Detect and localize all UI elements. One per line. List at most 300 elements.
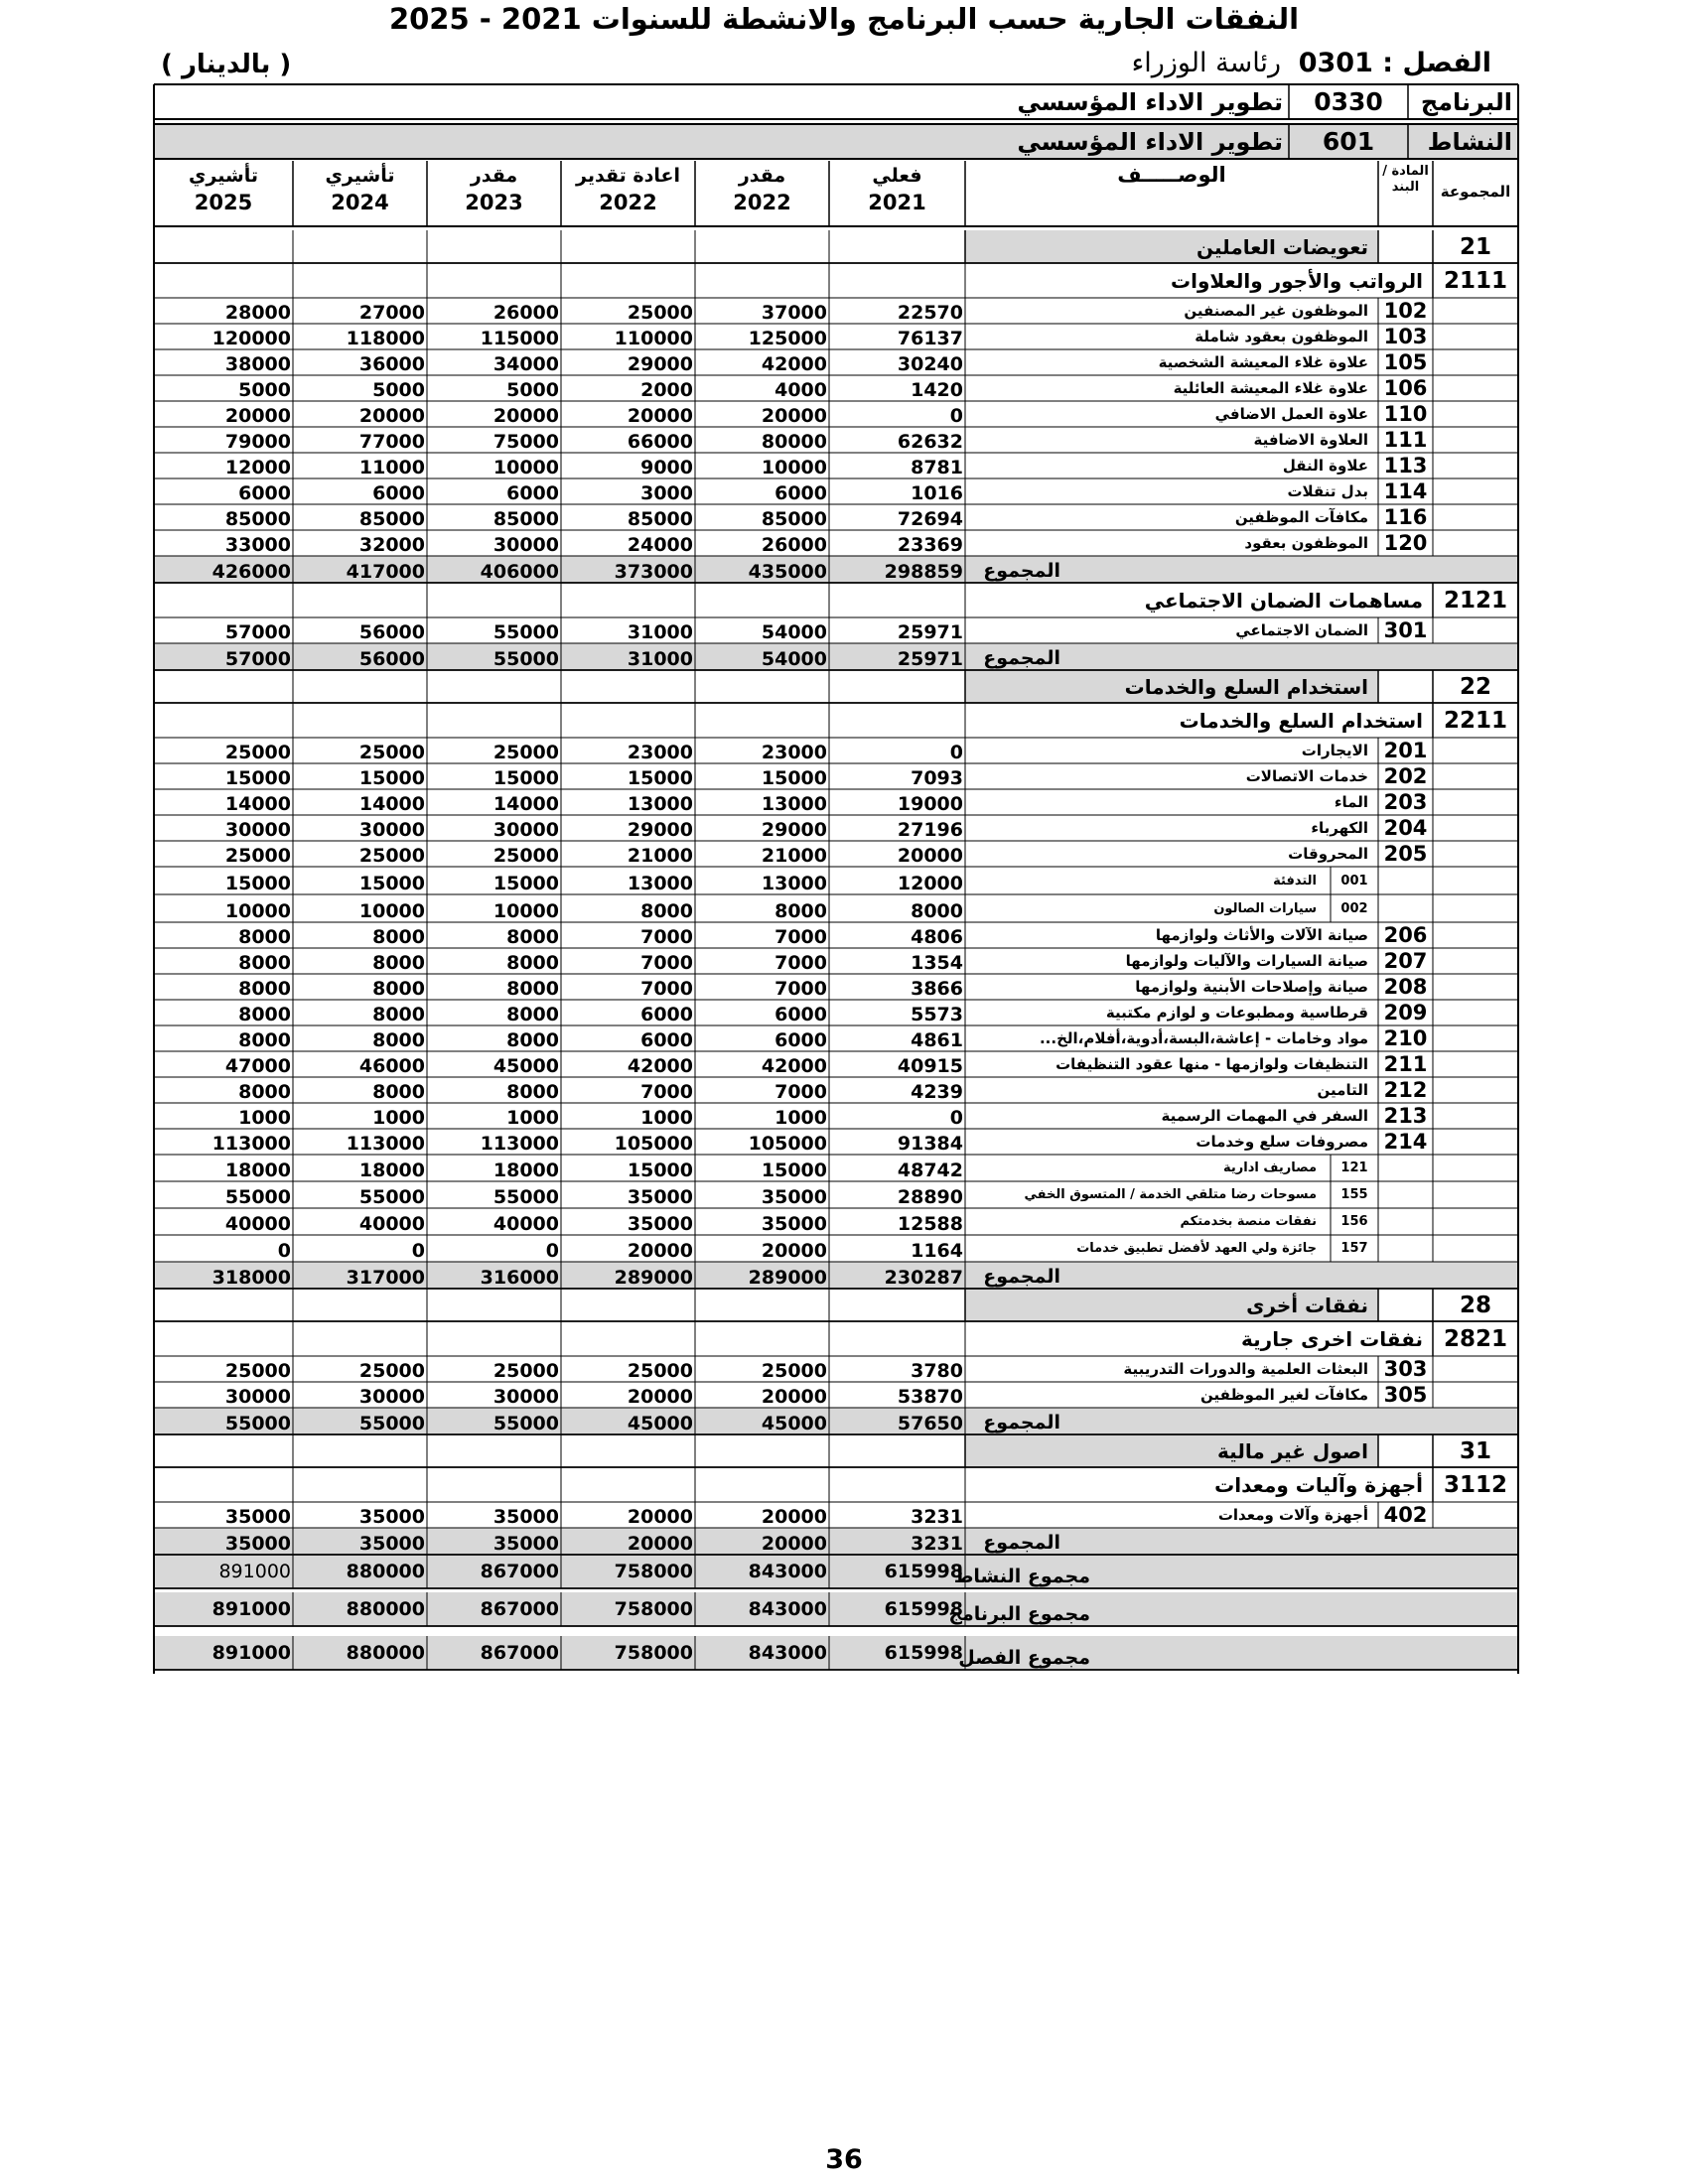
value-cell: 5000 xyxy=(506,379,559,401)
value-cell: 4806 xyxy=(911,926,963,948)
value-cell: 7000 xyxy=(640,952,693,974)
value-cell: 45000 xyxy=(492,1055,559,1077)
item-description: الموظفون بعقود شاملة xyxy=(1195,328,1368,345)
header-col-year: 2025 xyxy=(194,191,253,214)
table-row xyxy=(154,617,1518,643)
table-row xyxy=(154,1181,1518,1208)
sub-item-description: جائزة ولي العهد لأفضل تطبيق خدمات xyxy=(1076,1241,1317,1256)
chapter-name: رئاسة الوزراء xyxy=(1131,48,1281,78)
value-cell: 8781 xyxy=(911,457,963,478)
grand-total-label: مجموع الفصل xyxy=(958,1647,1090,1669)
value-cell: 8000 xyxy=(506,978,559,1000)
item-code: 114 xyxy=(1383,479,1428,503)
total-value-cell: 289000 xyxy=(614,1267,693,1289)
subgroup-code: 2111 xyxy=(1443,267,1507,294)
table-row xyxy=(154,324,1518,349)
value-cell: 55000 xyxy=(492,621,559,643)
value-cell: 20000 xyxy=(358,405,425,427)
header-col-year: 2022 xyxy=(733,191,791,214)
grand-total-value-cell: 880000 xyxy=(346,1598,425,1620)
item-description: الموظفون غير المصنفين xyxy=(1184,302,1368,320)
value-cell: 85000 xyxy=(761,508,827,530)
value-cell: 4239 xyxy=(911,1081,963,1103)
item-description: مكافآت الموظفين xyxy=(1234,508,1368,526)
value-cell: 8000 xyxy=(238,952,291,974)
group-description: نفقات أخرى xyxy=(965,1289,1378,1321)
table-row xyxy=(154,815,1518,841)
value-cell: 8000 xyxy=(506,1081,559,1103)
sub-item-code: 156 xyxy=(1340,1214,1368,1229)
value-cell: 8000 xyxy=(238,1029,291,1051)
value-cell: 30000 xyxy=(492,534,559,556)
value-cell: 26000 xyxy=(492,302,559,324)
value-cell: 113000 xyxy=(346,1133,425,1155)
item-description: قرطاسية ومطبوعات و لوازم مكتبية xyxy=(1105,1004,1368,1022)
table-row xyxy=(154,1155,1518,1181)
value-cell: 35000 xyxy=(627,1213,693,1235)
total-row xyxy=(154,643,1518,670)
table-row xyxy=(154,1502,1518,1528)
subgroup-code: 2821 xyxy=(1443,1325,1507,1352)
group-code: 22 xyxy=(1459,673,1491,700)
value-cell: 79000 xyxy=(224,431,291,453)
header-col-type: تأشيري xyxy=(189,165,258,187)
value-cell: 3000 xyxy=(640,482,693,504)
value-cell: 15000 xyxy=(224,873,291,894)
value-cell: 8000 xyxy=(640,900,693,922)
value-cell: 113000 xyxy=(211,1133,291,1155)
total-value-cell: 31000 xyxy=(627,648,693,670)
grand-total-value-cell: 843000 xyxy=(748,1642,827,1664)
value-cell: 27196 xyxy=(897,819,963,841)
value-cell: 23000 xyxy=(761,742,827,763)
value-cell: 77000 xyxy=(358,431,425,453)
item-code: 210 xyxy=(1383,1026,1428,1050)
grand-total-row xyxy=(154,1555,1518,1588)
value-cell: 76137 xyxy=(897,328,963,349)
header-col-year: 2024 xyxy=(331,191,389,214)
item-description: التامين xyxy=(1317,1081,1368,1099)
item-description: صيانة وإصلاحات الأبنية ولوازمها xyxy=(1135,978,1368,996)
value-cell: 22570 xyxy=(897,302,963,324)
activity-label: النشاط xyxy=(1427,127,1512,156)
total-value-cell: 316000 xyxy=(480,1267,559,1289)
item-description: مصروفات سلع وخدمات xyxy=(1196,1133,1368,1151)
value-cell: 8000 xyxy=(372,1029,425,1051)
sub-item-code: 001 xyxy=(1340,873,1368,888)
value-cell: 113000 xyxy=(480,1133,559,1155)
value-cell: 18000 xyxy=(224,1160,291,1181)
value-cell: 14000 xyxy=(358,793,425,815)
value-cell: 18000 xyxy=(492,1160,559,1181)
value-cell: 7000 xyxy=(640,978,693,1000)
value-cell: 1354 xyxy=(911,952,963,974)
value-cell: 125000 xyxy=(748,328,827,349)
total-value-cell: 45000 xyxy=(761,1413,827,1434)
grand-total-value-cell: 891000 xyxy=(211,1642,291,1664)
sub-item-code: 155 xyxy=(1340,1187,1368,1202)
item-code: 116 xyxy=(1383,505,1428,529)
subgroup-row xyxy=(154,263,1518,298)
item-code: 208 xyxy=(1383,975,1428,999)
group-row xyxy=(154,1289,1518,1321)
sub-item-code: 002 xyxy=(1340,900,1368,916)
total-value-cell: 20000 xyxy=(627,1533,693,1555)
total-row xyxy=(154,1528,1518,1555)
table-row xyxy=(154,401,1518,427)
header-col-type: مقدر xyxy=(470,165,518,187)
value-cell: 35000 xyxy=(224,1506,291,1528)
item-description: علاوة غلاء المعيشة العائلية xyxy=(1173,379,1368,397)
item-description: الايجارات xyxy=(1301,742,1368,759)
value-cell: 54000 xyxy=(761,621,827,643)
sub-item-description: مسوحات رضا متلقي الخدمة / المتسوق الخفي xyxy=(1024,1187,1317,1202)
total-value-cell: 230287 xyxy=(884,1267,963,1289)
value-cell: 8000 xyxy=(774,900,827,922)
subgroup-row xyxy=(154,1321,1518,1356)
value-cell: 25000 xyxy=(627,1360,693,1382)
item-description: المحروقات xyxy=(1288,845,1368,863)
value-cell: 12000 xyxy=(897,873,963,894)
value-cell: 11000 xyxy=(358,457,425,478)
value-cell: 34000 xyxy=(492,353,559,375)
value-cell: 1000 xyxy=(238,1107,291,1129)
value-cell: 13000 xyxy=(627,873,693,894)
value-cell: 1164 xyxy=(911,1240,963,1262)
grand-total-value-cell: 880000 xyxy=(346,1642,425,1664)
total-value-cell: 25971 xyxy=(897,648,963,670)
value-cell: 25000 xyxy=(358,742,425,763)
value-cell: 29000 xyxy=(761,819,827,841)
value-cell: 8000 xyxy=(372,1004,425,1025)
program-code: 0330 xyxy=(1314,87,1383,116)
item-code: 301 xyxy=(1383,618,1428,642)
value-cell: 85000 xyxy=(224,508,291,530)
value-cell: 25971 xyxy=(897,621,963,643)
item-description: خدمات الاتصالات xyxy=(1245,767,1368,785)
value-cell: 105000 xyxy=(748,1133,827,1155)
table-row xyxy=(154,789,1518,815)
item-code: 211 xyxy=(1383,1052,1428,1076)
value-cell: 48742 xyxy=(897,1160,963,1181)
value-cell: 8000 xyxy=(238,1004,291,1025)
value-cell: 40000 xyxy=(224,1213,291,1235)
item-code: 206 xyxy=(1383,923,1428,947)
value-cell: 25000 xyxy=(761,1360,827,1382)
value-cell: 10000 xyxy=(761,457,827,478)
value-cell: 30000 xyxy=(358,819,425,841)
group-description: اصول غير مالية xyxy=(965,1434,1378,1467)
subgroup-description: أجهزة وآليات ومعدات xyxy=(1214,1472,1423,1497)
header-col-type: فعلي xyxy=(872,165,922,187)
total-value-cell: 55000 xyxy=(224,1413,291,1434)
value-cell: 29000 xyxy=(627,819,693,841)
table-row xyxy=(154,738,1518,763)
item-code: 113 xyxy=(1383,454,1428,478)
program-label: البرنامج xyxy=(1420,87,1512,116)
group-description: استخدام السلع والخدمات xyxy=(965,670,1378,703)
table-row xyxy=(154,1129,1518,1155)
value-cell: 1000 xyxy=(640,1107,693,1129)
value-cell: 118000 xyxy=(346,328,425,349)
grand-total-value-cell: 843000 xyxy=(748,1561,827,1582)
item-code: 201 xyxy=(1383,739,1428,762)
total-value-cell: 57000 xyxy=(224,648,291,670)
item-code: 402 xyxy=(1383,1503,1428,1527)
value-cell: 0 xyxy=(411,1240,425,1262)
grand-total-row xyxy=(154,1636,1518,1670)
header-col-5 xyxy=(154,161,293,226)
value-cell: 8000 xyxy=(506,1004,559,1025)
value-cell: 8000 xyxy=(372,1081,425,1103)
value-cell: 15000 xyxy=(224,767,291,789)
item-code: 203 xyxy=(1383,790,1428,814)
item-description: الضمان الاجتماعي xyxy=(1235,621,1368,639)
activity-bar xyxy=(154,124,1518,159)
table-row xyxy=(154,1356,1518,1382)
value-cell: 15000 xyxy=(492,767,559,789)
value-cell: 3866 xyxy=(911,978,963,1000)
total-value-cell: 55000 xyxy=(492,1413,559,1434)
group-code: 21 xyxy=(1459,233,1491,260)
group-description: تعويضات العاملين xyxy=(965,230,1378,263)
total-label: المجموع xyxy=(983,647,1060,669)
grand-total-value-cell: 758000 xyxy=(614,1598,693,1620)
table-row xyxy=(154,530,1518,556)
total-value-cell: 55000 xyxy=(358,1413,425,1434)
value-cell: 12000 xyxy=(224,457,291,478)
program-name: تطوير الاداء المؤسسي xyxy=(1017,87,1283,116)
value-cell: 6000 xyxy=(774,1004,827,1025)
value-cell: 31000 xyxy=(627,621,693,643)
table-row xyxy=(154,349,1518,375)
value-cell: 15000 xyxy=(358,767,425,789)
total-value-cell: 417000 xyxy=(346,561,425,583)
value-cell: 42000 xyxy=(761,353,827,375)
sub-item-description: التدفئة xyxy=(1273,873,1317,888)
page-number: 36 xyxy=(825,2144,863,2175)
value-cell: 14000 xyxy=(492,793,559,815)
total-value-cell: 298859 xyxy=(884,561,963,583)
value-cell: 6000 xyxy=(238,482,291,504)
item-code: 120 xyxy=(1383,531,1428,555)
value-cell: 46000 xyxy=(358,1055,425,1077)
item-code: 212 xyxy=(1383,1078,1428,1102)
sub-item-description: مصاريف ادارية xyxy=(1223,1160,1317,1175)
value-cell: 15000 xyxy=(358,873,425,894)
table-row xyxy=(154,841,1518,867)
value-cell: 24000 xyxy=(627,534,693,556)
total-label: المجموع xyxy=(983,1412,1060,1433)
item-code: 214 xyxy=(1383,1130,1428,1154)
header-col-3 xyxy=(427,161,561,226)
column-header-row xyxy=(154,161,1518,226)
value-cell: 40000 xyxy=(492,1213,559,1235)
group-row xyxy=(154,230,1518,263)
item-description: أجهزة وآلات ومعدات xyxy=(1217,1506,1368,1524)
header-col-type: مقدر xyxy=(738,165,786,187)
item-description: العلاوة الاضافية xyxy=(1253,431,1368,449)
value-cell: 9000 xyxy=(640,457,693,478)
value-cell: 15000 xyxy=(492,873,559,894)
table-row xyxy=(154,375,1518,401)
value-cell: 6000 xyxy=(640,1004,693,1025)
grand-total-label: مجموع البرنامج xyxy=(948,1603,1090,1625)
value-cell: 35000 xyxy=(627,1186,693,1208)
value-cell: 110000 xyxy=(614,328,693,349)
value-cell: 21000 xyxy=(761,845,827,867)
total-row xyxy=(154,1408,1518,1434)
value-cell: 8000 xyxy=(506,952,559,974)
value-cell: 12588 xyxy=(897,1213,963,1235)
subgroup-code: 2211 xyxy=(1443,707,1507,734)
value-cell: 20000 xyxy=(627,1506,693,1528)
subgroup-row xyxy=(154,1467,1518,1502)
value-cell: 53870 xyxy=(897,1386,963,1408)
header-col-4 xyxy=(293,161,427,226)
table-row xyxy=(154,453,1518,478)
value-cell: 7000 xyxy=(774,926,827,948)
table-row xyxy=(154,504,1518,530)
header-description: الوصـــــف xyxy=(1117,163,1226,187)
grand-total-label: مجموع النشاط xyxy=(953,1566,1090,1587)
value-cell: 23000 xyxy=(627,742,693,763)
item-description: مواد وخامات - إعاشة،البسة،أدوية،أفلام،الخ... xyxy=(1039,1029,1368,1047)
item-description: صيانة السيارات والآليات ولوازمها xyxy=(1125,952,1368,970)
header-col-2 xyxy=(561,161,695,226)
value-cell: 25000 xyxy=(358,845,425,867)
value-cell: 33000 xyxy=(224,534,291,556)
item-code: 303 xyxy=(1383,1357,1428,1381)
subgroup-description: نفقات اخرى جارية xyxy=(1241,1326,1423,1351)
value-cell: 30000 xyxy=(492,819,559,841)
value-cell: 38000 xyxy=(224,353,291,375)
grand-total-row xyxy=(154,1592,1518,1626)
table-row xyxy=(154,298,1518,324)
table-row xyxy=(154,763,1518,789)
value-cell: 28000 xyxy=(224,302,291,324)
total-label: المجموع xyxy=(983,560,1060,582)
item-description: علاوة العمل الاضافي xyxy=(1214,405,1368,423)
group-row xyxy=(154,670,1518,703)
grand-total-value-cell: 867000 xyxy=(480,1642,559,1664)
value-cell: 0 xyxy=(949,1107,963,1129)
value-cell: 35000 xyxy=(761,1213,827,1235)
item-code: 202 xyxy=(1383,764,1428,788)
value-cell: 20000 xyxy=(627,405,693,427)
value-cell: 0 xyxy=(949,742,963,763)
total-value-cell: 435000 xyxy=(748,561,827,583)
value-cell: 13000 xyxy=(761,873,827,894)
value-cell: 47000 xyxy=(224,1055,291,1077)
grand-total-value-cell: 615998 xyxy=(884,1642,963,1664)
value-cell: 13000 xyxy=(627,793,693,815)
item-code: 213 xyxy=(1383,1104,1428,1128)
value-cell: 23369 xyxy=(897,534,963,556)
subgroup-code: 3112 xyxy=(1443,1471,1507,1498)
item-description: الكهرباء xyxy=(1311,819,1368,837)
grand-total-value-cell: 880000 xyxy=(346,1561,425,1582)
total-value-cell: 35000 xyxy=(224,1533,291,1555)
value-cell: 8000 xyxy=(506,926,559,948)
value-cell: 7000 xyxy=(774,978,827,1000)
total-value-cell: 3231 xyxy=(911,1533,963,1555)
value-cell: 55000 xyxy=(492,1186,559,1208)
value-cell: 120000 xyxy=(211,328,291,349)
value-cell: 42000 xyxy=(761,1055,827,1077)
item-description: علاوة غلاء المعيشة الشخصية xyxy=(1158,353,1368,371)
sub-item-description: نفقات منصة بخدمتكم xyxy=(1180,1214,1317,1229)
value-cell: 10000 xyxy=(492,457,559,478)
value-cell: 5000 xyxy=(372,379,425,401)
value-cell: 25000 xyxy=(627,302,693,324)
currency-unit: ( بالدينار ) xyxy=(161,50,292,79)
value-cell: 6000 xyxy=(640,1029,693,1051)
value-cell: 7093 xyxy=(911,767,963,789)
value-cell: 6000 xyxy=(372,482,425,504)
value-cell: 8000 xyxy=(911,900,963,922)
value-cell: 1000 xyxy=(372,1107,425,1129)
value-cell: 7000 xyxy=(774,1081,827,1103)
value-cell: 20000 xyxy=(897,845,963,867)
value-cell: 4861 xyxy=(911,1029,963,1051)
subgroup-row xyxy=(154,703,1518,738)
value-cell: 72694 xyxy=(897,508,963,530)
value-cell: 15000 xyxy=(627,767,693,789)
header-item: المادة / البند xyxy=(1382,164,1429,195)
value-cell: 35000 xyxy=(492,1506,559,1528)
value-cell: 1000 xyxy=(774,1107,827,1129)
item-description: صيانة الآلات والأثاث ولوازمها xyxy=(1155,926,1368,944)
value-cell: 115000 xyxy=(480,328,559,349)
total-value-cell: 54000 xyxy=(761,648,827,670)
value-cell: 30000 xyxy=(492,1386,559,1408)
value-cell: 6000 xyxy=(774,482,827,504)
value-cell: 10000 xyxy=(358,900,425,922)
value-cell: 4000 xyxy=(774,379,827,401)
value-cell: 20000 xyxy=(224,405,291,427)
value-cell: 15000 xyxy=(627,1160,693,1181)
sub-item-code: 157 xyxy=(1340,1241,1368,1256)
value-cell: 29000 xyxy=(627,353,693,375)
value-cell: 25000 xyxy=(492,1360,559,1382)
table-row xyxy=(154,1025,1518,1051)
grand-total-value-cell: 867000 xyxy=(480,1598,559,1620)
item-code: 103 xyxy=(1383,325,1428,348)
table-row xyxy=(154,974,1518,1000)
item-code: 305 xyxy=(1383,1383,1428,1407)
item-code: 110 xyxy=(1383,402,1428,426)
value-cell: 7000 xyxy=(640,1081,693,1103)
value-cell: 57000 xyxy=(224,621,291,643)
value-cell: 30000 xyxy=(358,1386,425,1408)
activity-name: تطوير الاداء المؤسسي xyxy=(1017,127,1283,156)
total-value-cell: 35000 xyxy=(492,1533,559,1555)
total-value-cell: 289000 xyxy=(748,1267,827,1289)
value-cell: 8000 xyxy=(238,978,291,1000)
total-value-cell: 55000 xyxy=(492,648,559,670)
value-cell: 27000 xyxy=(358,302,425,324)
value-cell: 15000 xyxy=(761,767,827,789)
value-cell: 42000 xyxy=(627,1055,693,1077)
total-value-cell: 35000 xyxy=(358,1533,425,1555)
value-cell: 13000 xyxy=(761,793,827,815)
value-cell: 20000 xyxy=(761,1240,827,1262)
item-description: علاوة النقل xyxy=(1282,457,1368,475)
item-description: بدل تنقلات xyxy=(1287,482,1368,500)
value-cell: 55000 xyxy=(358,1186,425,1208)
header-col-type: تأشيري xyxy=(325,165,395,187)
